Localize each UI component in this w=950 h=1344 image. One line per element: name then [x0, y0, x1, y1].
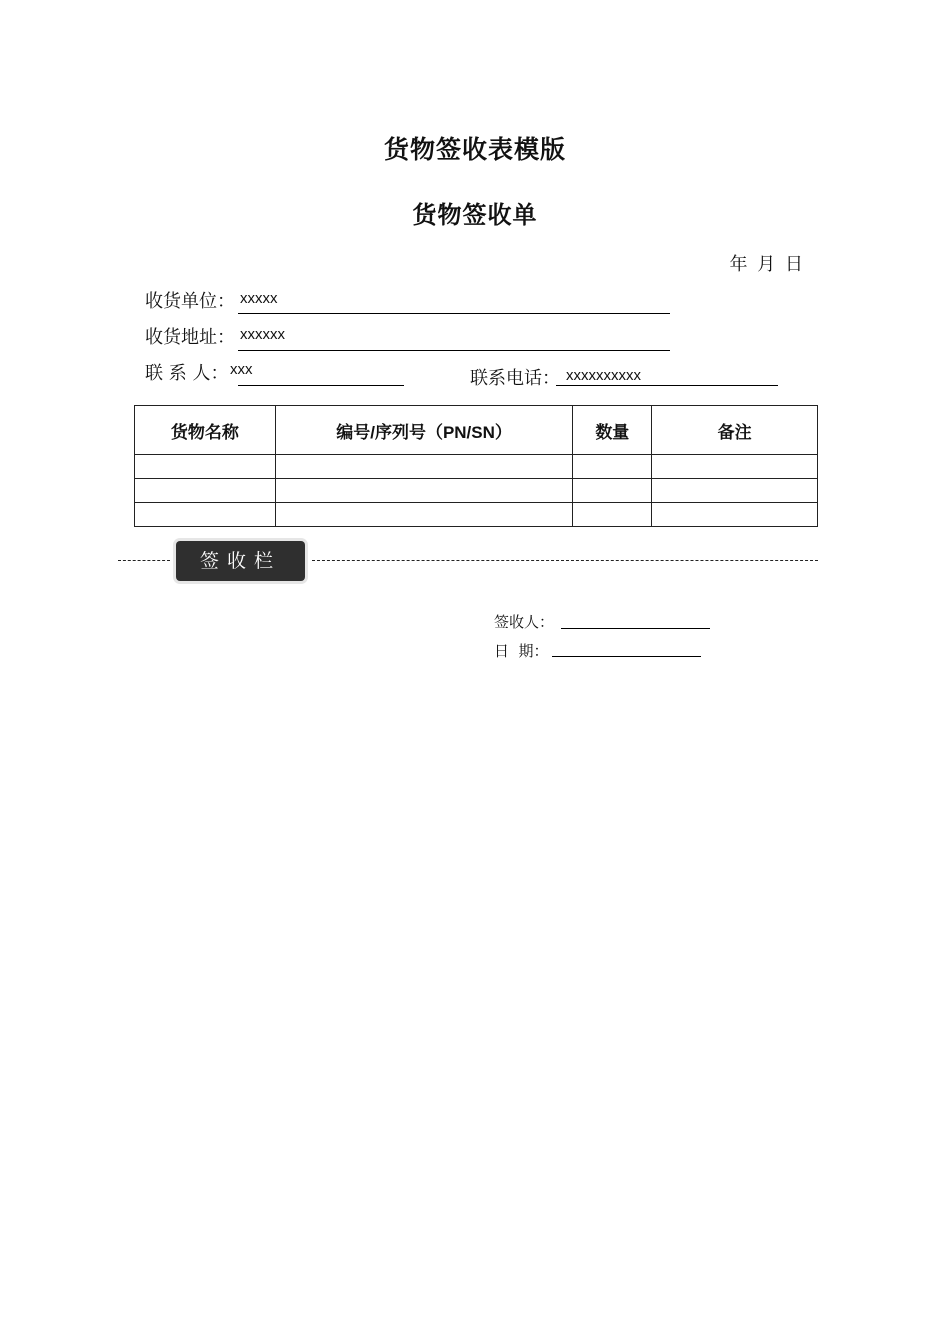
- goods-table: [134, 405, 818, 527]
- sign-date-label: 日 期：: [494, 642, 549, 660]
- signer-label: 签收人：: [494, 613, 555, 631]
- table-cell[interactable]: [652, 479, 818, 503]
- receiver-unit-label: 收货单位：: [145, 291, 235, 312]
- table-row: [135, 479, 818, 503]
- document-subtitle: 货物签收单: [412, 202, 538, 229]
- contact-label: 联 系 人：: [145, 363, 229, 384]
- sign-date-underline[interactable]: [552, 656, 701, 657]
- table-cell[interactable]: [652, 455, 818, 479]
- table-cell[interactable]: [573, 479, 652, 503]
- table-cell[interactable]: [573, 503, 652, 527]
- signer-underline[interactable]: [561, 628, 710, 629]
- table-row: [135, 455, 818, 479]
- table-cell[interactable]: [135, 503, 276, 527]
- phone-label: 联系电话：: [470, 368, 560, 389]
- receiver-unit-value[interactable]: xxxxx: [240, 290, 278, 307]
- table-row: [135, 503, 818, 527]
- header-serial-number: 编号/序列号（PN/SN）: [275, 406, 573, 455]
- table-cell[interactable]: [652, 503, 818, 527]
- contact-underline: [238, 385, 404, 386]
- signature-section-badge: 签收栏: [176, 541, 305, 581]
- dashed-divider-left: [118, 560, 170, 561]
- date-placeholder: 年 月 日: [729, 254, 805, 275]
- table-cell[interactable]: [275, 455, 573, 479]
- phone-underline: [556, 385, 778, 386]
- receiver-address-underline: [238, 350, 670, 351]
- receiver-unit-underline: [238, 313, 670, 314]
- dashed-divider-right: [312, 560, 818, 561]
- table-cell[interactable]: [135, 479, 276, 503]
- table-cell[interactable]: [275, 503, 573, 527]
- header-goods-name: 货物名称: [135, 406, 276, 455]
- contact-value[interactable]: xxx: [230, 361, 253, 378]
- document-title: 货物签收表模版: [383, 136, 566, 164]
- phone-value[interactable]: xxxxxxxxxx: [566, 367, 641, 384]
- table-cell[interactable]: [573, 455, 652, 479]
- table-cell[interactable]: [275, 479, 573, 503]
- table-cell[interactable]: [135, 455, 276, 479]
- header-remarks: 备注: [652, 406, 818, 455]
- table-header-row: [135, 406, 818, 455]
- header-quantity: 数量: [573, 406, 652, 455]
- receiver-address-label: 收货地址：: [145, 327, 235, 348]
- receiver-address-value[interactable]: xxxxxx: [240, 326, 285, 343]
